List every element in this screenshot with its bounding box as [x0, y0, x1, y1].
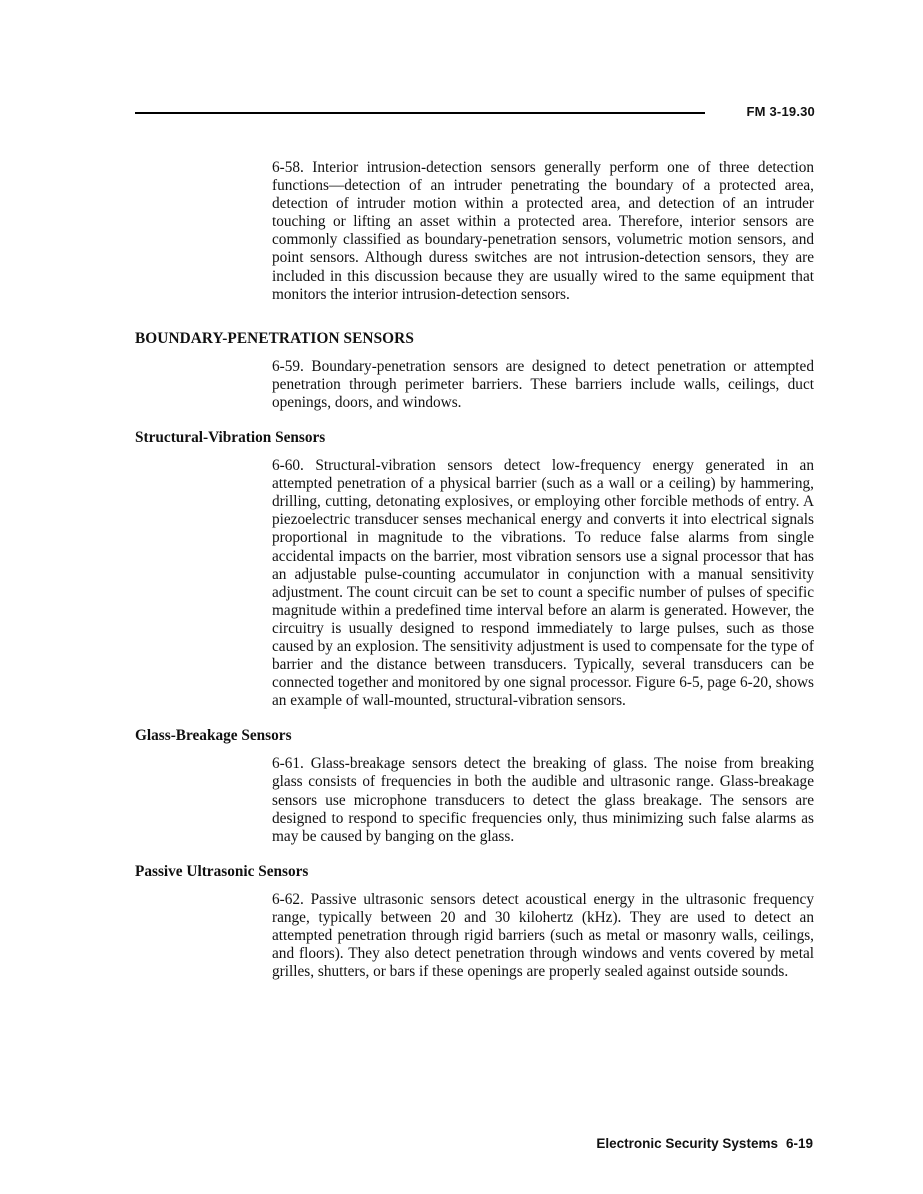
heading-structural-vibration-sensors: Structural-Vibration Sensors: [135, 429, 326, 447]
heading-glass-breakage-sensors: Glass-Breakage Sensors: [135, 727, 292, 745]
heading-boundary-penetration-sensors: BOUNDARY-PENETRATION SENSORS: [135, 329, 414, 347]
paragraph-6-61: 6-61. Glass-breakage sensors detect the breaking of glass. The noise from breaking glass consists of frequencies in both the audible and ultrasonic range. Glass-breakage sensors use microphone transducers to detect the glass breakage. The sensors are designed to respond to specific frequencies only, thus minimizing such false alarms as may be caused by banging on the glass.: [272, 755, 814, 845]
chapter-title: Electronic Security Systems: [596, 1136, 778, 1151]
page-body: [0, 159, 923, 981]
paragraph-6-58: 6-58. Interior intrusion-detection sensors generally perform one of three detection functions—detection of an intruder penetrating the boundary of a protected area, detection of intruder motion within a protected area, and detection of an intruder touching or lifting an asset within a protected area. Therefore, interior sensors are commonly classified as boundary-penetration sensors, volumetric motion sensors, and point sensors. Although duress switches are not intrusion-detection sensors, they are included in this discussion because they are usually wired to the same equipment that monitors the interior intrusion-detection sensors.: [272, 159, 814, 303]
header-rule: [135, 112, 705, 114]
paragraph-6-62: 6-62. Passive ultrasonic sensors detect acoustical energy in the ultrasonic frequency range, typically between 20 and 30 kilohertz (kHz). They are used to detect an attempted penetration through rigid barriers (such as metal or masonry walls, ceilings, and floors). They also detect penetration through windows and vents covered by metal grilles, shutters, or bars if these openings are properly sealed against outside sounds.: [272, 890, 814, 981]
paragraph-6-60: 6-60. Structural-vibration sensors detect low-frequency energy generated in an attempted penetration of a physical barrier (such as a wall or a ceiling) by hammering, drilling, cutting, detonating explosives, or employing other forcible methods of entry. A piezoelectric transducer senses mechanical energy and converts it into electrical signals proportional in magnitude to the vibrations. To reduce false alarms from single accidental impacts on the barrier, most vibration sensors use a signal processor that has an adjustable pulse-counting accumulator in conjunction with a manual sensitivity adjustment. The count circuit can be set to count a specific number of pulses of specific magnitude within a predefined time interval before an alarm is generated. However, the circuitry is usually designed to respond immediately to large pulses, such as those caused by an explosion. The sensitivity adjustment is used to compensate for the type of barrier and the distance between transducers. Typically, several transducers can be connected together and monitored by one signal processor. Figure 6-5, page 6-20, shows an example of wall-mounted, structural-vibration sensors.: [272, 457, 814, 710]
page-footer: [420, 1136, 813, 1151]
document-code: FM 3-19.30: [746, 104, 815, 119]
paragraph-6-59: 6-59. Boundary-penetration sensors are designed to detect penetration or attempted penetration through perimeter barriers. These barriers include walls, ceilings, duct openings, doors, and windows.: [272, 357, 814, 411]
page-number: 6-19: [785, 1136, 813, 1151]
heading-passive-ultrasonic-sensors: Passive Ultrasonic Sensors: [135, 862, 309, 880]
